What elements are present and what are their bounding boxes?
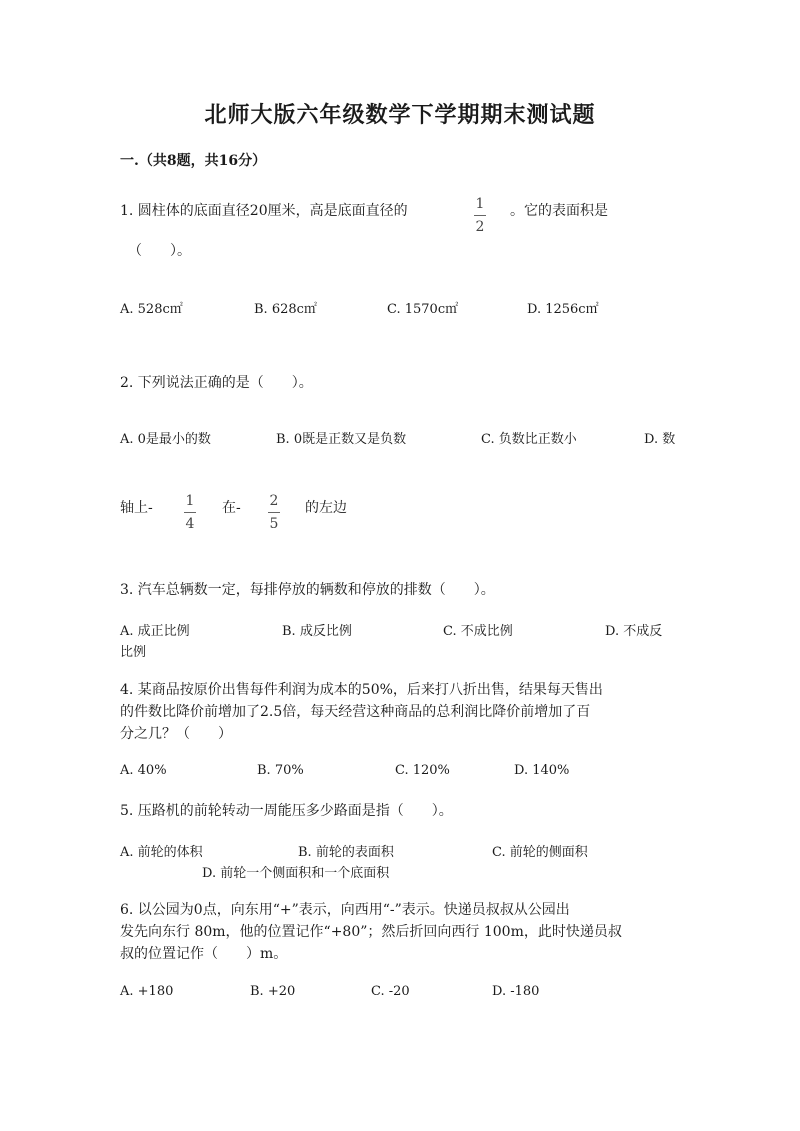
q1-option-a: A. 528c㎡ <box>120 302 183 317</box>
q4-option-c: C. 120% <box>395 763 450 778</box>
q4-option-d: D. 140% <box>514 763 570 778</box>
q3-option-d-cont: 比例 <box>120 645 147 660</box>
q6-option-a: A. +180 <box>120 984 174 999</box>
q2-option-d: D. 数 <box>644 432 676 447</box>
q2-fraction-1 <box>184 493 196 532</box>
section-heading: 一.（共8题，共16分） <box>120 153 267 169</box>
q3-option-d: D. 不成反 <box>605 624 663 639</box>
q5-option-b: B. 前轮的表面积 <box>298 845 394 860</box>
q1-option-d: D. 1256c㎡ <box>527 302 599 317</box>
q1-option-c: C. 1570c㎡ <box>387 302 459 317</box>
q5-option-c: C. 前轮的侧面积 <box>492 845 588 860</box>
q6-stem-line-2: 发先向东行 80m，他的位置记作“+80”；然后折回向西行 100m，此时快递员叔 <box>120 924 622 940</box>
q2-option-d-cont-3: 的左边 <box>305 500 347 516</box>
q1-fraction-numerator: 1 <box>475 196 485 212</box>
q6-stem-line-3: 叔的位置记作（ ）m。 <box>120 946 288 962</box>
q2-fraction-2-denominator: 5 <box>269 516 279 532</box>
q4-stem-line-3: 分之几？（ ） <box>120 726 232 742</box>
fraction-bar <box>184 512 196 513</box>
q4-stem-line-2: 的件数比降价前增加了2.5倍，每天经营这种商品的总利润比降价前增加了百 <box>120 704 591 720</box>
q1-fraction <box>474 196 486 235</box>
q1-stem-part2: 。它的表面积是 <box>510 203 608 219</box>
q5-option-d: D. 前轮一个侧面积和一个底面积 <box>202 866 390 881</box>
q5-option-a: A. 前轮的体积 <box>120 845 203 860</box>
q2-option-b: B. 0既是正数又是负数 <box>276 432 407 447</box>
q2-option-c: C. 负数比正数小 <box>481 432 577 447</box>
q1-stem-part1: 1. 圆柱体的底面直径20厘米，高是底面直径的 <box>120 203 408 219</box>
q2-stem: 2. 下列说法正确的是（ ）。 <box>120 375 313 391</box>
q2-option-a: A. 0是最小的数 <box>120 432 211 447</box>
page-title: 北师大版六年级数学下学期期末测试题 <box>204 102 596 128</box>
q6-stem-line-1: 6. 以公园为0点，向东用“+”表示，向西用“-”表示。快递员叔叔从公园出 <box>120 902 570 918</box>
fraction-bar <box>268 512 280 513</box>
q4-option-a: A. 40% <box>120 763 167 778</box>
q1-option-b: B. 628c㎡ <box>254 302 317 317</box>
q1-fraction-denominator: 2 <box>475 219 485 235</box>
q6-option-d: D. -180 <box>492 984 540 999</box>
q2-fraction-1-numerator: 1 <box>185 493 195 509</box>
q2-fraction-1-denominator: 4 <box>185 516 195 532</box>
q2-option-d-cont-2: 在- <box>222 500 241 516</box>
q2-fraction-2-numerator: 2 <box>269 493 279 509</box>
q3-option-c: C. 不成比例 <box>443 624 513 639</box>
q3-option-a: A. 成正比例 <box>120 624 190 639</box>
q3-option-b: B. 成反比例 <box>282 624 352 639</box>
q2-fraction-2 <box>268 493 280 532</box>
q1-stem-part3: （ ）。 <box>128 243 191 259</box>
q4-option-b: B. 70% <box>257 763 304 778</box>
q6-option-c: C. -20 <box>371 984 410 999</box>
q6-option-b: B. +20 <box>250 984 296 999</box>
q5-stem: 5. 压路机的前轮转动一周能压多少路面是指（ ）。 <box>120 803 453 819</box>
q4-stem-line-1: 4. 某商品按原价出售每件利润为成本的50%，后来打八折出售，结果每天售出 <box>120 682 603 698</box>
fraction-bar <box>474 215 486 216</box>
q2-option-d-cont-1: 轴上- <box>120 500 153 516</box>
q3-stem: 3. 汽车总辆数一定，每排停放的辆数和停放的排数（ ）。 <box>120 582 495 598</box>
